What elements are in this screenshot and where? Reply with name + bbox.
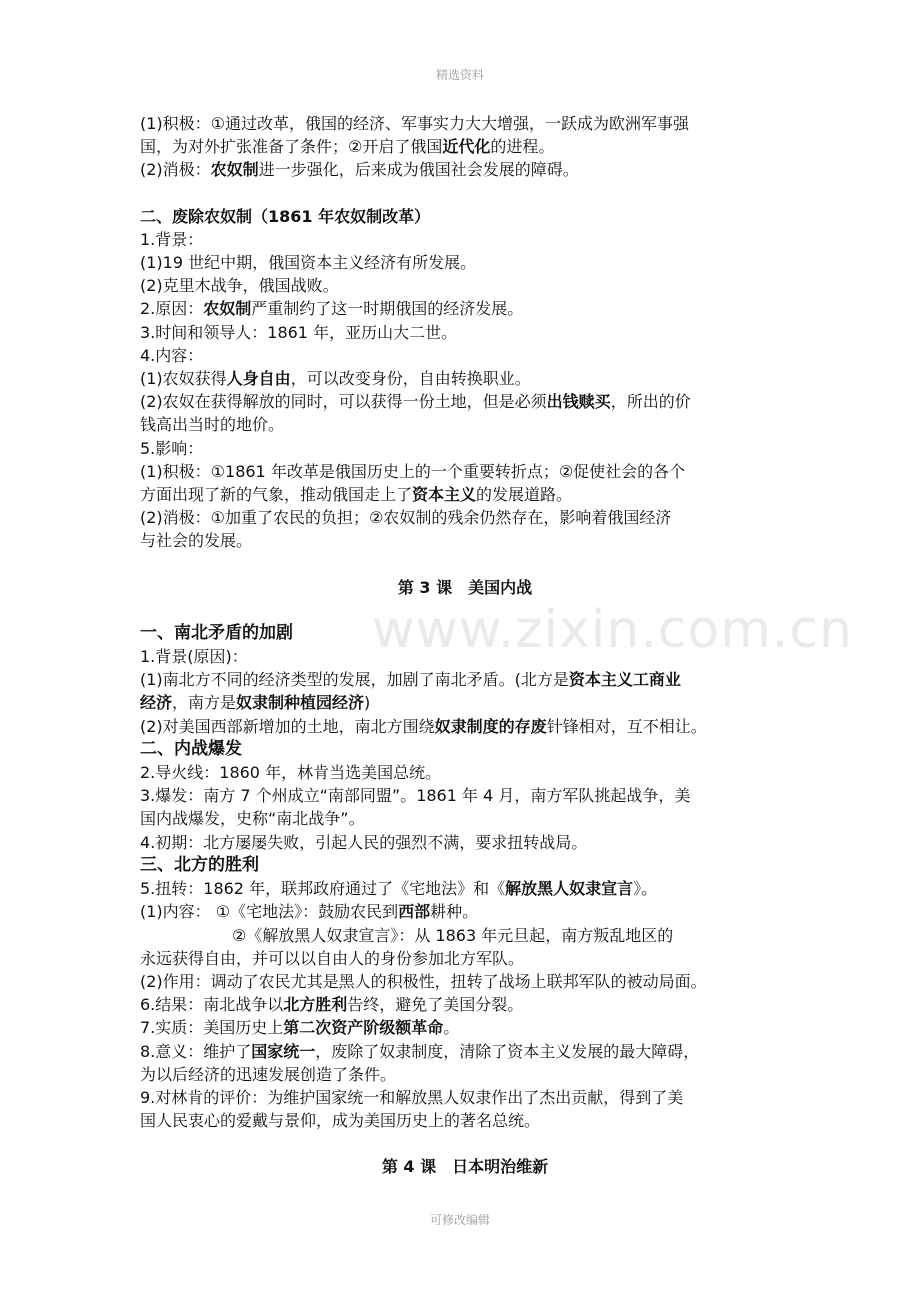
text-span: 针锋相对，互不相让。 (546, 716, 707, 736)
bold-term: 近代化 (442, 137, 491, 157)
bold-term: 第二次资产阶级额革命 (283, 1018, 444, 1038)
text-line (140, 274, 790, 297)
paragraph-gap (140, 553, 790, 576)
text-line (140, 1109, 790, 1132)
bold-term: 资本主义 (412, 485, 477, 505)
text-line (140, 831, 790, 854)
text-line (140, 529, 790, 552)
paragraph-gap (140, 1132, 790, 1155)
text-line (140, 460, 790, 483)
document-body (140, 112, 790, 1179)
text-line (140, 947, 790, 970)
text-line (140, 135, 790, 158)
text-span: ，所出的价 (610, 392, 691, 412)
text-line (140, 483, 790, 506)
text-span: 二、废除农奴制（1861 年农奴制改革） (140, 206, 431, 226)
text-span: 方面出现了新的气象，推动俄国走上了 (140, 485, 413, 505)
text-line (140, 158, 790, 181)
page-header: 精选资料 (435, 68, 484, 82)
bold-term: 奴隶制度的存废 (434, 716, 547, 736)
lesson-title (140, 1155, 790, 1178)
text-line (140, 1016, 790, 1039)
text-span: 5.影响： (140, 438, 204, 458)
text-line (140, 344, 790, 367)
text-line (140, 390, 790, 413)
bold-term: 农奴制 (203, 299, 252, 319)
text-span: (2)克里木战争，俄国战败。 (140, 276, 339, 296)
text-span: 第 4 课 日本明治维新 (381, 1157, 549, 1177)
text-line (140, 1063, 790, 1086)
text-span: 1.背景(原因)： (140, 647, 248, 667)
text-span: 的进程。 (490, 137, 555, 157)
text-span: (1)南北方不同的经济类型的发展，加剧了南北矛盾。(北方是 (140, 670, 569, 690)
bold-term: 北方胜利 (283, 995, 348, 1015)
text-span: 6.结果：南北战争以 (140, 995, 284, 1015)
text-line (140, 112, 790, 135)
watermark: www.zixin.com.cn (372, 600, 853, 660)
text-line (140, 1086, 790, 1109)
text-line (140, 668, 790, 691)
text-line (140, 715, 790, 738)
text-span: 2.原因： (140, 299, 204, 319)
text-span: 8.意义：维护了 (140, 1041, 252, 1061)
text-line (140, 506, 790, 529)
paragraph-gap (140, 599, 790, 622)
text-line (140, 228, 790, 251)
paragraph-gap (140, 182, 790, 205)
text-span: ，可以改变身份，自由转换职业。 (290, 369, 531, 389)
lesson-title (140, 576, 790, 599)
text-span: 4.初期：北方屡屡失败，引起人民的强烈不满，要求扭转战局。 (140, 832, 588, 852)
text-span: (2)农奴在获得解放的同时，可以获得一份土地，但是必须 (140, 392, 547, 412)
text-span: ) (364, 693, 371, 713)
text-span: ，废除了奴隶制度，清除了资本主义发展的最大障碍， (315, 1041, 700, 1061)
bold-term: 经济 (140, 693, 173, 713)
text-span: 三、北方的胜利 (140, 854, 259, 875)
text-span: 严重制约了这一时期俄国的经济发展。 (251, 299, 524, 319)
section-heading (140, 622, 790, 645)
text-span: 3.时间和领导人：1861 年，亚历山大二世。 (140, 322, 458, 342)
text-span: 与社会的发展。 (140, 531, 253, 551)
bold-term: 出钱赎买 (546, 392, 611, 412)
text-span: 国，为对外扩张准备了条件；②开启了俄国 (140, 137, 443, 157)
text-span: (1)19 世纪中期，俄国资本主义经济有所发展。 (140, 253, 477, 273)
text-line (140, 924, 790, 947)
text-span: 2.导火线：1860 年，林肯当选美国总统。 (140, 763, 442, 783)
text-line (140, 437, 790, 460)
text-span: 永远获得自由，并可以以自由人的身份参加北方军队。 (140, 948, 525, 968)
text-span: (2)作用：调动了农民尤其是黑人的积极性，扭转了战场上联邦军队的被动局面。 (140, 971, 707, 991)
text-span: 。 (443, 1018, 460, 1038)
text-span: ②《解放黑人奴隶宣言》：从 1863 年元旦起，南方叛乱地区的 (232, 925, 674, 945)
text-span: 4.内容： (140, 345, 204, 365)
text-span: 钱高出当时的地价。 (140, 415, 285, 435)
text-line (140, 877, 790, 900)
section-heading (140, 854, 790, 877)
text-span: (2)消极： (140, 160, 211, 180)
text-span: 告终，避免了美国分裂。 (347, 995, 524, 1015)
text-span: 的发展道路。 (476, 485, 573, 505)
text-line (140, 321, 790, 344)
section-heading (140, 738, 790, 761)
text-span: 3.爆发：南方 7 个州成立“南部同盟”。1861 年 4 月，南方军队挑起战争，美 (140, 786, 691, 806)
text-line (140, 691, 790, 714)
text-line (140, 645, 790, 668)
text-span: 1.背景： (140, 229, 204, 249)
page-footer: 可修改编辑 (429, 1213, 490, 1227)
text-span: 9.对林肯的评价：为维护国家统一和解放黑人奴隶作出了杰出贡献，得到了美 (140, 1087, 684, 1107)
text-line (140, 297, 790, 320)
text-line (140, 993, 790, 1016)
text-span: (1)积极：①通过改革，俄国的经济、军事实力大大增强，一跃成为欧洲军事强 (140, 114, 690, 133)
text-span: (1)内容： ①《宅地法》：鼓励农民到 (140, 902, 399, 922)
bold-term: 奴隶制种植园经济 (236, 693, 365, 713)
text-span: (1)农奴获得 (140, 369, 227, 389)
text-span: 第 3 课 美国内战 (397, 577, 533, 597)
text-line (140, 807, 790, 830)
text-span: 一、南北矛盾的加剧 (140, 622, 293, 643)
bold-term: 国家统一 (251, 1041, 316, 1061)
text-span: 》。 (633, 879, 658, 899)
text-span: 二、内战爆发 (140, 738, 242, 759)
text-span: 7.实质：美国历史上 (140, 1018, 284, 1038)
text-line (140, 251, 790, 274)
section-heading (140, 205, 790, 228)
text-span: 5.扭转：1862 年，联邦政府通过了《宅地法》和《 (140, 879, 506, 899)
bold-term: 人身自由 (226, 369, 291, 389)
text-span: (2)消极：①加重了农民的负担；②农奴制的残余仍然存在，影响着俄国经济 (140, 508, 672, 528)
text-line (140, 761, 790, 784)
text-line (140, 970, 790, 993)
text-line (140, 784, 790, 807)
text-span: (1)积极：①1861 年改革是俄国历史上的一个重要转折点；②促使社会的各个 (140, 461, 686, 481)
bold-term: 农奴制 (210, 160, 259, 180)
text-line (140, 413, 790, 436)
text-span: 进一步强化，后来成为俄国社会发展的障碍。 (258, 160, 579, 180)
bold-term: 西部 (398, 902, 431, 922)
text-span: 国内战爆发，史称“南北战争”。 (140, 809, 365, 829)
text-line (140, 1040, 790, 1063)
bold-term: 资本主义工商业 (568, 670, 681, 690)
text-span: ，南方是 (172, 693, 237, 713)
text-span: 国人民衷心的爱戴与景仰，成为美国历史上的著名总统。 (140, 1111, 541, 1131)
text-span: (2)对美国西部新增加的土地，南北方围绕 (140, 716, 435, 736)
text-span: 为以后经济的迅速发展创造了条件。 (140, 1064, 397, 1084)
text-span: 耕种。 (430, 902, 479, 922)
bold-term: 解放黑人奴隶宣言 (505, 879, 634, 899)
text-line (140, 900, 790, 923)
text-line (140, 367, 790, 390)
